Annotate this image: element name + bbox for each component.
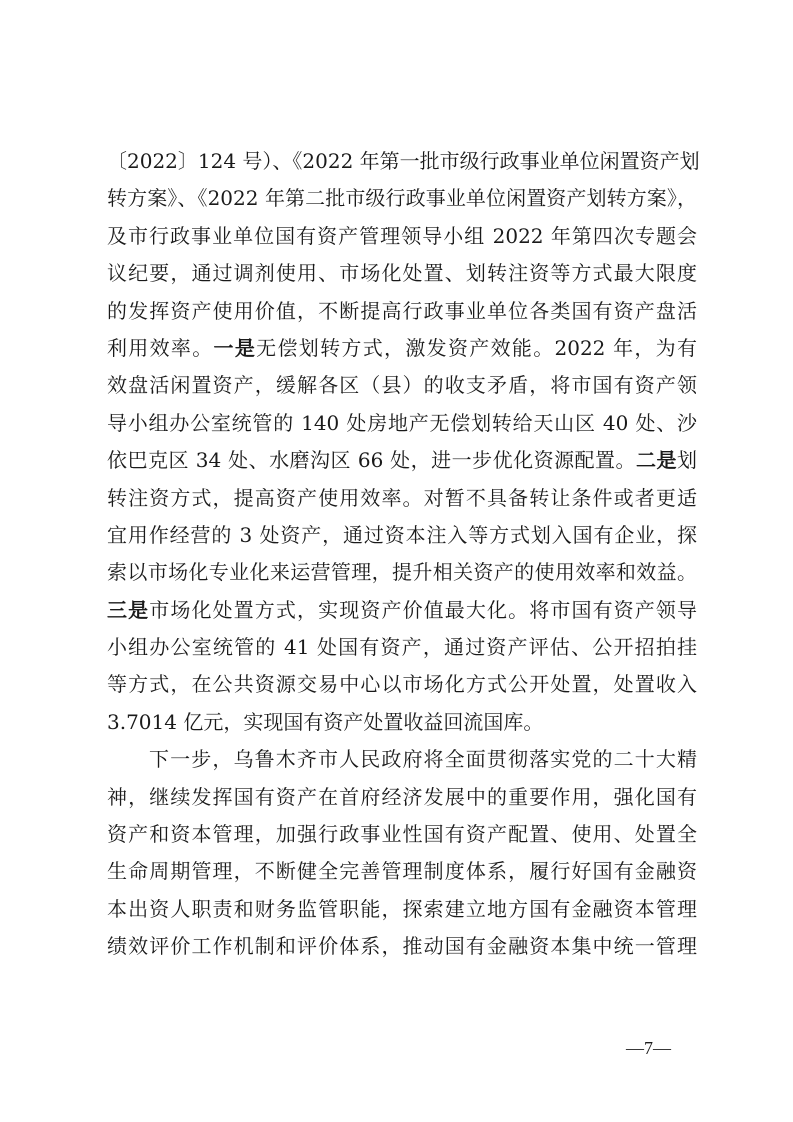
text-line: 本出资人职责和财务监管职能，探索建立地方国有金融资本管理	[107, 896, 697, 921]
text-line: 绩效评价工作机制和评价体系，推动国有金融资本集中统一管理	[107, 934, 697, 959]
text-line: 及市行政事业单位国有资产管理领导小组 2022 年第四次专题会	[107, 223, 697, 248]
text-line	[107, 330, 697, 367]
text-line: 索以市场化专业化来运营管理，提升相关资产的使用效率和效益。	[107, 560, 697, 585]
text-segment: 利用效率。	[107, 335, 214, 360]
page-number: —7—	[626, 1038, 671, 1058]
paragraph-start-line: 下一步，乌鲁木齐市人民政府将全面贯彻落实党的二十大精	[149, 747, 697, 772]
text-line: 生命周期管理，不断健全完善管理制度体系，履行好国有金融资	[107, 859, 697, 884]
text-line: 等方式，在公共资源交易中心以市场化方式公开处置，处置收入	[107, 672, 697, 697]
text-line: 3.7014 亿元，实现国有资产处置收益回流国库。	[107, 709, 544, 734]
text-line: 导小组办公室统管的 140 处房地产无偿划转给天山区 40 处、沙	[107, 410, 697, 435]
text-line	[107, 442, 697, 479]
text-line: 效盘活闲置资产，缓解各区（县）的收支矛盾，将市国有资产领	[107, 373, 697, 398]
text-line: 宜用作经营的 3 处资产，通过资本注入等方式划入国有企业，探	[107, 522, 697, 547]
text-segment: 无偿划转方式，激发资产效能。2022 年，为有	[256, 335, 697, 360]
text-segment: 市场化处置方式，实现资产价值最大化。将市国有资产领导	[149, 597, 698, 622]
text-line: 转注资方式，提高资产使用效率。对暂不具备转让条件或者更适	[107, 485, 697, 510]
text-line: 转方案》、《2022 年第二批市级行政事业单位闲置资产划转方案》，	[107, 186, 697, 211]
text-line: 的发挥资产使用价值，不断提高行政事业单位各类国有资产盘活	[107, 298, 697, 323]
text-line: 神，继续发挥国有资产在首府经济发展中的重要作用，强化国有	[107, 784, 697, 809]
body-text	[107, 143, 700, 966]
text-line	[107, 592, 697, 629]
text-line: 小组办公室统管的 41 处国有资产，通过资产评估、公开招拍挂	[107, 635, 697, 660]
text-line: 资产和资本管理，加强行政事业性国有资产配置、使用、处置全	[107, 822, 697, 847]
text-segment: 依巴克区 34 处、水磨沟区 66 处，进一步优化资源配置。	[107, 448, 637, 473]
emphasis-label: 一是	[213, 335, 257, 360]
text-segment: 划	[677, 448, 698, 473]
text-line: 〔2022〕124 号）、《2022 年第一批市级行政事业单位闲置资产划	[107, 149, 700, 173]
text-line: 议纪要，通过调剂使用、市场化处置、划转注资等方式最大限度	[107, 261, 697, 286]
emphasis-label: 二是	[636, 448, 678, 473]
emphasis-label: 三是	[107, 597, 150, 622]
